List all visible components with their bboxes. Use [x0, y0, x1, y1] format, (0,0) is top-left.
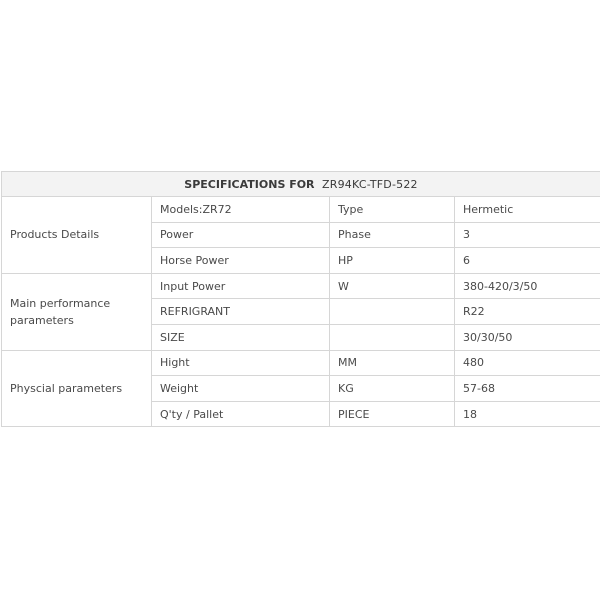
specifications-table — [1, 171, 600, 427]
group-label-main-performance: Main performance parameters — [2, 273, 152, 350]
row-unit: Phase — [330, 222, 455, 248]
row-value: 30/30/50 — [455, 324, 600, 350]
row-value: 3 — [455, 222, 600, 248]
title-model: ZR94KC-TFD-522 — [322, 177, 418, 191]
table-header-row — [2, 172, 600, 197]
row-unit: Type — [330, 197, 455, 223]
row-label: Power — [152, 222, 330, 248]
row-label: Weight — [152, 376, 330, 402]
table-row — [2, 273, 600, 299]
row-value: 57-68 — [455, 376, 600, 402]
group-label-physical: Physcial parameters — [2, 350, 152, 427]
row-label: Input Power — [152, 273, 330, 299]
row-value: 480 — [455, 350, 600, 376]
row-unit: KG — [330, 376, 455, 402]
row-value: Hermetic — [455, 197, 600, 223]
row-unit: W — [330, 273, 455, 299]
row-label: Horse Power — [152, 248, 330, 274]
row-value: 380-420/3/50 — [455, 273, 600, 299]
table-row — [2, 197, 600, 223]
row-unit: HP — [330, 248, 455, 274]
row-label: Hight — [152, 350, 330, 376]
row-unit: MM — [330, 350, 455, 376]
row-label: Models:ZR72 — [152, 197, 330, 223]
row-label: Q'ty / Pallet — [152, 401, 330, 427]
table-row — [2, 350, 600, 376]
row-label: REFRIGRANT — [152, 299, 330, 325]
title-label: SPECIFICATIONS FOR — [184, 177, 315, 191]
row-value: 18 — [455, 401, 600, 427]
row-unit — [330, 299, 455, 325]
row-label: SIZE — [152, 324, 330, 350]
group-label-products-details: Products Details — [2, 197, 152, 274]
table-title — [2, 172, 600, 197]
row-value: 6 — [455, 248, 600, 274]
row-unit: PIECE — [330, 401, 455, 427]
row-unit — [330, 324, 455, 350]
row-value: R22 — [455, 299, 600, 325]
